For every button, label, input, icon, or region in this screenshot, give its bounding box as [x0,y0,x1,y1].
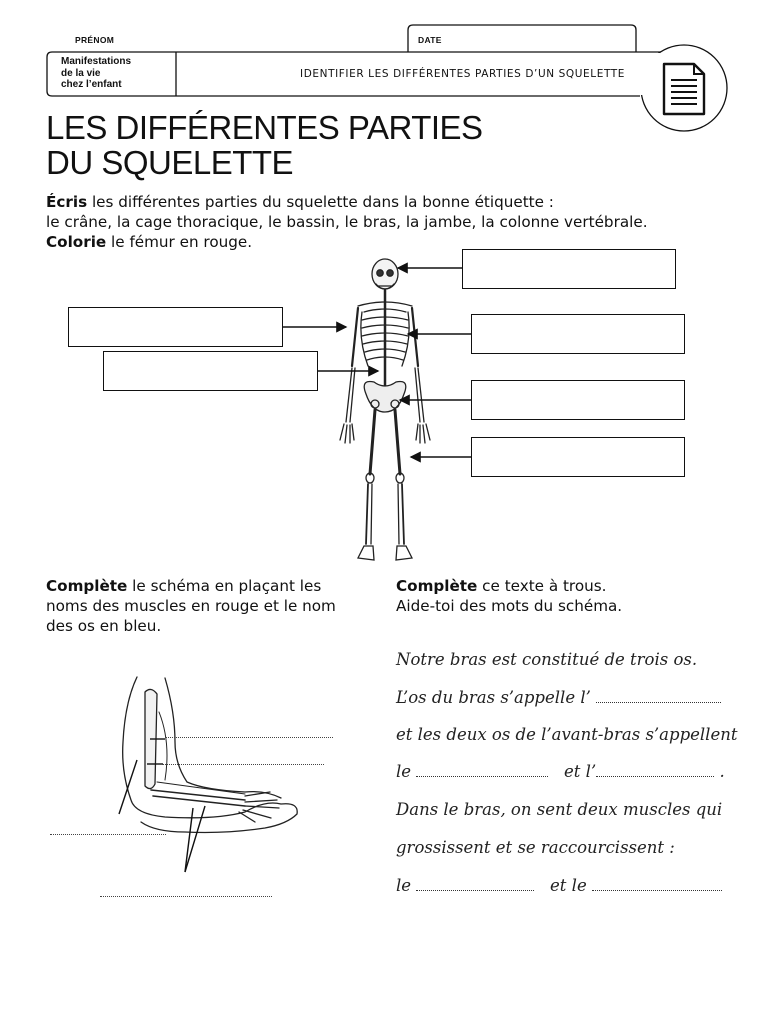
date-label: DATE [418,35,442,45]
document-icon [662,62,706,116]
cloze-line-4: le et l’ . [396,762,725,781]
cloze-line-1: Notre bras est constitué de trois os. [396,650,698,669]
arm-answer-line-3[interactable] [50,834,166,835]
cloze-line-5: Dans le bras, on sent deux muscles qui [396,800,723,819]
label-arrows [0,240,768,490]
exercise-left-instructions: Complète le schéma en plaçant les noms des muscles en rouge et le nom des os en bleu. [46,577,336,635]
prenom-label: PRÉNOM [75,35,115,45]
cloze-blank-radius[interactable] [416,776,548,777]
exercise-right-instructions: Complète ce texte à trous. Aide-toi des mots du schéma. [396,577,623,615]
cloze-blank-biceps[interactable] [416,890,534,891]
course-name: Manifestations de la vie chez l’enfant [61,56,132,90]
cloze-line-2: L’os du bras s’appelle l’ [396,688,721,707]
instructions: Écris les différentes parties du squelette dans la bonne étiquette : le crâne, la cage thoracique, le bassin, le bras, la jambe, la colonne vertébrale. Colorie le fémur en rouge. [46,193,648,251]
arm-answer-line-4[interactable] [100,896,272,897]
cloze-blank-humerus[interactable] [596,702,721,703]
arm-illustration [105,672,305,882]
page-title: LES DIFFÉRENTES PARTIES DU SQUELETTE [46,109,483,181]
cloze-blank-triceps[interactable] [592,890,722,891]
arm-answer-line-2[interactable] [162,764,324,765]
cloze-line-7: le et le [396,876,722,895]
arm-answer-line-1[interactable] [165,737,333,738]
cloze-line-3: et les deux os de l’avant-bras s’appellent [396,725,738,744]
worksheet-subtitle: IDENTIFIER LES DIFFÉRENTES PARTIES D’UN SQUELETTE [300,68,626,80]
cloze-blank-ulna[interactable] [596,776,714,777]
cloze-line-6: grossissent et se raccourcissent : [396,838,675,857]
